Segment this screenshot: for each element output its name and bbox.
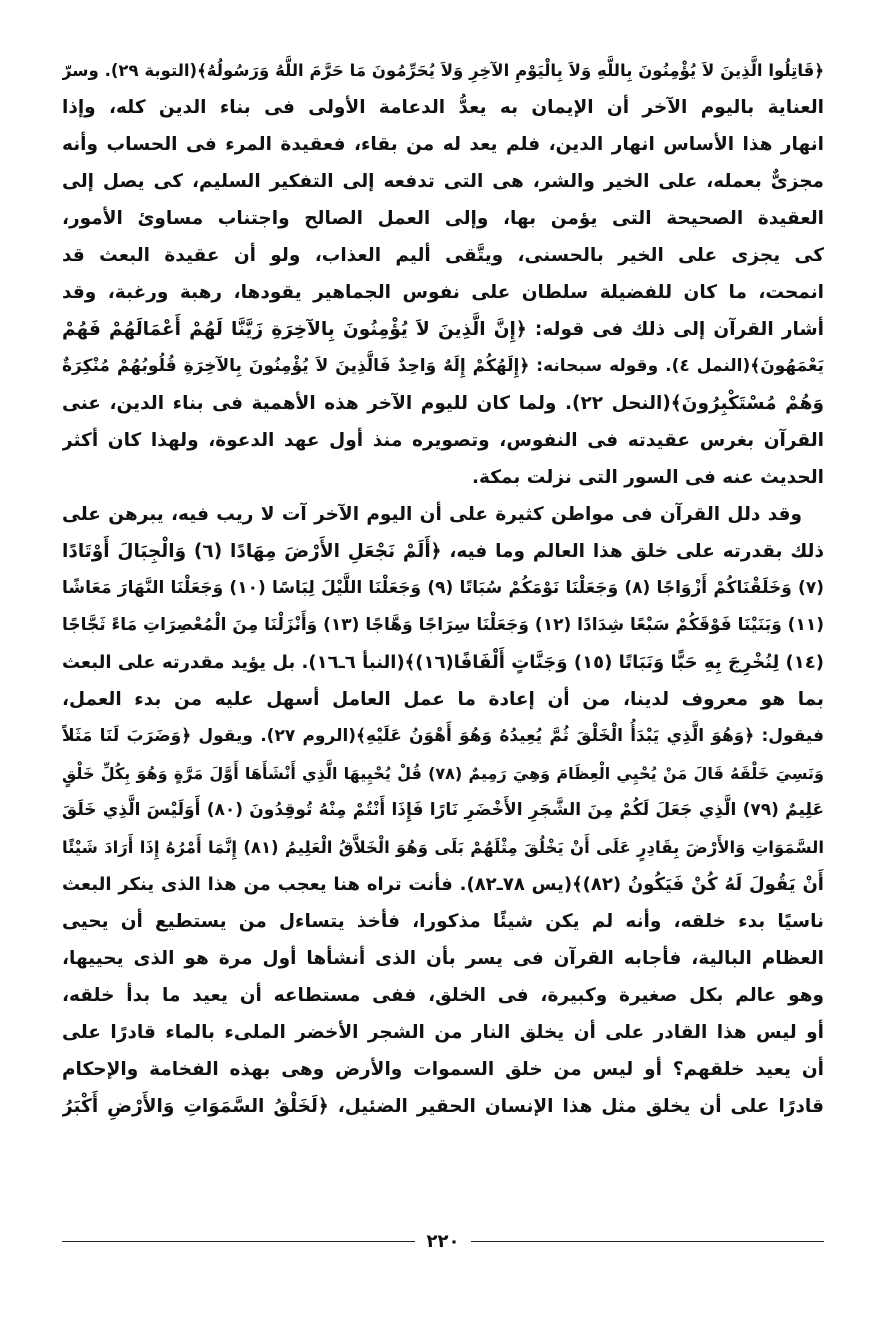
footer-divider <box>471 1241 824 1242</box>
text-line: ﴿قَاتِلُوا الَّذِينَ لاَ يُؤْمِنُونَ بِاللَّهِ وَلاَ بِالْيَوْمِ الآخِرِ وَلاَ يُحَرِّمُونَ مَا حَرَّمَ اللَّهُ وَرَسُولُهُ﴾(التوبة ٢٩). وسرّ <box>62 61 824 80</box>
text-line: قادرًا على أن يخلق مثل هذا الإنسان الحقير الضئيل، ﴿لَخَلْقُ السَّمَوَاتِ وَالأَرْضِ أَكْبَرُ <box>62 1096 824 1117</box>
text-line: السَّمَوَاتِ وَالأَرْضَ بِقَادِرٍ عَلَى أَنْ يَخْلُقَ مِثْلَهُمْ بَلَى وَهُوَ الْخَلاَّقُ الْعَلِيمُ (٨١) إِنَّمَا أَمْرُهُ إِذَا أَرَادَ شَيْئًا <box>62 838 824 857</box>
text-line: القرآن بغرس عقيدته فى النفوس، وتصويره منذ أول عهد الدعوة، ولهذا كان أكثر <box>62 430 824 451</box>
page-body <box>62 52 824 1125</box>
text-line: كى يجزى على الخير بالحسنى، ويتَّقى أليم العذاب، ولو أن عقيدة البعث قد <box>62 245 824 266</box>
text-line: أن يعيد خلقهم؟ أو ليس من خلق السموات والأرض وهى بهذه الفخامة والإحكام <box>62 1059 824 1080</box>
text-line: يَعْمَهُونَ﴾(النمل ٤). وقوله سبحانه: ﴿إِلَهُكُمْ إِلَهٌ وَاحِدٌ فَالَّذِينَ لاَ يُؤْمِنُونَ بِالآخِرَةِ قُلُوبُهُمْ مُنْكِرَةٌ <box>62 356 824 376</box>
text-line: العظام البالية، فأجابه القرآن فى يسر بأن الذى أنشأها أول مرة هو الذى يحييها، <box>62 948 824 969</box>
text-line: وَنَسِيَ خَلْقَهُ قَالَ مَنْ يُحْيِي الْعِظَامَ وَهِيَ رَمِيمٌ (٧٨) قُلْ يُحْيِيهَا الَّذِي أَنْشَأَهَا أَوَّلَ مَرَّةٍ وَهُوَ بِكُلِّ خَلْقٍ <box>62 764 824 783</box>
text-line: (١٤) لِنُخْرِجَ بِهِ حَبًّا وَنَبَاتًا (١٥) وَجَنَّاتٍ أَلْفَافًا(١٦)﴾(النبأ ٦ـ١٦). بل يؤيد مقدرته على البعث <box>62 652 824 673</box>
text-line: (١١) وَبَنَيْنَا فَوْقَكُمْ سَبْعًا شِدَادًا (١٢) وَجَعَلْنَا سِرَاجًا وَهَّاجًا (١٣) وَأَنْزَلْنَا مِنَ الْمُعْصِرَاتِ مَاءً ثَجَّاجًا <box>62 615 824 635</box>
text-line: (٧) وَخَلَقْنَاكُمْ أَزْوَاجًا (٨) وَجَعَلْنَا نَوْمَكُمْ سُبَاتًا (٩) وَجَعَلْنَا اللَّيْلَ لِبَاسًا (١٠) وَجَعَلْنَا النَّهَارَ مَعَاشًا <box>62 578 824 598</box>
text-line: وَهُمْ مُسْتَكْبِرُونَ﴾(النحل ٢٢). ولما كان لليوم الآخر هذه الأهمية فى بناء الدين، عنى <box>62 393 824 414</box>
text-line: أو ليس هذا القادر على أن يخلق النار من الشجر الأخضر الملىء بالماء قادرًا على <box>62 1022 824 1043</box>
text-line: عَلِيمٌ (٧٩) الَّذِي جَعَلَ لَكُمْ مِنَ الشَّجَرِ الأَخْضَرِ نَارًا فَإِذَا أَنْتُمْ مِنْهُ تُوقِدُونَ (٨٠) أَوَلَيْسَ الَّذِي خَلَقَ <box>62 800 824 820</box>
page-footer <box>62 1226 824 1256</box>
text-line: الحديث عنه فى السور التى نزلت بمكة. <box>472 467 824 488</box>
text-line: ذلك بقدرته على خلق هذا العالم وما فيه، ﴿أَلَمْ نَجْعَلِ الأَرْضَ مِهَادًا (٦) وَالْجِبَالَ أَوْتَادًا <box>62 541 824 562</box>
footer-divider <box>62 1241 415 1242</box>
text-line: أشار القرآن إلى ذلك فى قوله: ﴿إِنَّ الَّذِينَ لاَ يُؤْمِنُونَ بِالآخِرَةِ زَيَّنَّا لَهُمْ أَعْمَالَهُمْ فَهُمْ <box>62 319 824 340</box>
text-line: أَنْ يَقُولَ لَهُ كُنْ فَيَكُونُ (٨٢)﴾(يس ٧٨ـ٨٢). فأنت تراه هنا يعجب من هذا الذى ينكر البعث <box>62 874 824 895</box>
text-line: ناسيًا بدء خلقه، وأنه لم يكن شيئًا مذكورا، فأخذ يتساءل من يستطيع أن يحيى <box>62 911 824 932</box>
text-line: فيقول: ﴿وَهُوَ الَّذِي يَبْدَأُ الْخَلْقَ ثُمَّ يُعِيدُهُ وَهُوَ أَهْوَنُ عَلَيْهِ﴾(الروم ٢٧). ويقول ﴿وَضَرَبَ لَنَا مَثَلاً <box>62 726 824 746</box>
text-line: انمحت، ما كان للفضيلة سلطان على نفوس الجماهير يقودها، رهبة ورغبة، وقد <box>62 282 824 303</box>
text-line: وقد دلل القرآن فى مواطن كثيرة على أن اليوم الآخر آت لا ريب فيه، يبرهن على <box>62 504 802 525</box>
text-line: العناية باليوم الآخر أن الإيمان به يعدُّ الدعامة الأولى فى بناء الدين كله، وإذا <box>62 97 824 118</box>
text-line: مجزىٌّ بعمله، على الخير والشر، هى التى تدفعه إلى التفكير السليم، كى يصل إلى <box>62 171 824 192</box>
text-line: بما هو معروف لدينا، من أن إعادة ما عمل العامل أسهل عليه من بدء العمل، <box>62 689 824 710</box>
text-line: العقيدة الصحيحة التى يؤمن بها، وإلى العمل الصالح واجتناب مساوئ الأمور، <box>62 208 824 229</box>
text-line: انهار هذا الأساس انهار الدين، فلم يعد له من بقاء، فعقيدة المرء فى الحساب وأنه <box>62 134 824 155</box>
text-line: وهو عالم بكل صغيرة وكبيرة، فى الخلق، ففى مستطاعه أن يعيد ما بدأ خلقه، <box>62 985 824 1006</box>
page-number: ٢٢٠ <box>426 1230 460 1252</box>
